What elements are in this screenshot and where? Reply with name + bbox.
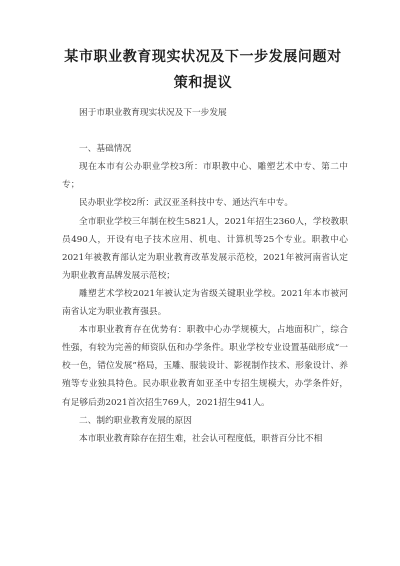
paragraph-private-schools: 民办职业学校2所：武汉亚圣科技中专、通达汽车中专。 <box>79 198 294 209</box>
paragraph-gap <box>62 122 348 140</box>
paragraph-public-schools: 现在本市有公办职业学校3所：市职教中心、雕塑艺术中专、第二中专； <box>62 162 348 191</box>
paragraph-subtitle: 困于市职业教育现实状况及下一步发展 <box>79 108 227 118</box>
document-title: 某市职业教育现实状况及下一步发展问题对策和提议 <box>64 49 342 91</box>
section-heading-constraints: 二、制约职业教育发展的原因 <box>79 415 192 426</box>
paragraph-enrollment-stats: 全市职业学校三年制在校生5821人，2021年招生2360人，学校教职员490人，开设有电子技术应用、机电、计算机等25个专业。职教中心2021年被教育部认定为职业教育改革发展示范校，2021年被河南省认定为职业教育品牌发展示范校； <box>62 216 348 281</box>
paragraph-sculpture-school: 雕塑艺术学校2021年被认定为省级关键职业学校。2021年本市被河南省认定为职业教育强县。 <box>62 288 348 318</box>
paragraph-advantages: 本市职业教育存在优势有：职教中心办学规模大，占地面积广，综合性强，有较为完善的师资队伍和办学条件。职业学校专业设置基础形成“一校一色，错位发展”格局，玉雕、服装设计、影视制作技术、形象设计、养殖等专业独具特色。民办职业教育如亚圣中专招生规模大，办学条件好，有足够后劲2021首次招生769人，2021招生941人。 <box>62 325 348 408</box>
paragraph-constraints: 本市职业教育除存在招生难，社会认可程度低，职普百分比不相 <box>79 433 323 444</box>
section-heading-basic-info: 一、基础情况 <box>79 144 132 155</box>
document-body <box>62 104 348 448</box>
